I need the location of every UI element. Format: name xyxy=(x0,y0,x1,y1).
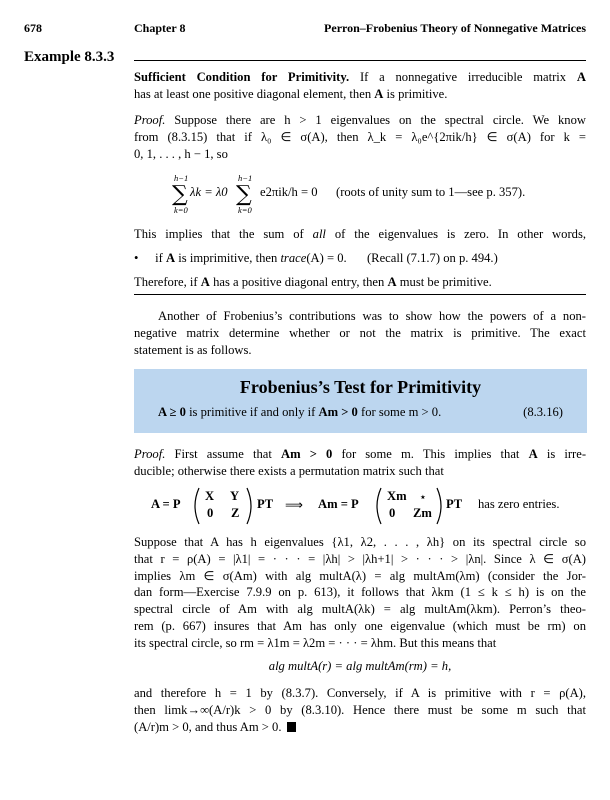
right-paren-icon xyxy=(247,488,251,524)
sum-note: (roots of unity sum to 1—see p. 357). xyxy=(336,185,526,199)
sum-lower-limit: k=0 xyxy=(238,205,252,215)
matrix-entry: ⋆ xyxy=(419,490,427,504)
theorem-title: Frobenius’s Test for Primitivity xyxy=(239,377,482,397)
sigma-icon: ∑ xyxy=(172,182,188,207)
matrix-symbol: A xyxy=(200,274,210,289)
intro-text: statement is as follows. xyxy=(134,342,252,357)
text: for some m. This implies that xyxy=(341,447,520,461)
matrix-lhs: A = P xyxy=(151,497,181,511)
proof-text: ducible; otherwise there exists a permutation matrix such that xyxy=(134,463,444,478)
emphasis: all xyxy=(312,227,326,241)
proof-label: Proof. xyxy=(134,113,166,127)
proof-text: (A/r)m > 0, and thus Am > 0. xyxy=(134,719,282,734)
text: is imprimitive, then xyxy=(178,250,278,265)
math: A ≥ 0 xyxy=(158,405,186,419)
alg-mult-equation: alg multA(r) = alg multAm(rm) = h, xyxy=(268,659,452,673)
text: has a positive diagonal entry, then xyxy=(213,274,385,289)
example-label: Example 8.3.3 xyxy=(24,49,115,65)
statement-text: is primitive. xyxy=(386,86,448,101)
right-paren-icon xyxy=(437,488,441,524)
page-number: 678 xyxy=(24,21,42,35)
matrix-entry: X xyxy=(205,489,215,503)
left-paren-icon xyxy=(195,488,199,524)
proof-final-paragraph xyxy=(134,685,586,735)
example-conclusion xyxy=(134,226,586,290)
proof-text: that r = ρ(A) = |λ1| = · · · = |λh| > |λh+1| > · · · > |λn|. Since λ ∈ σ(A) xyxy=(134,551,586,566)
proof-text: spectral circle of Am with alg multA(λk) = alg multAm(λkm). Perron’s theo- xyxy=(134,602,586,617)
proof-text: from (8.3.15) that if λ₀ ∈ σ(A), then λ_k = λ₀e^{2πik/h} ∈ σ(A) for k = xyxy=(134,129,586,144)
matrix-equation xyxy=(151,486,591,526)
proof-paragraph xyxy=(134,534,586,652)
example-bottom-rule xyxy=(134,294,586,295)
sum-upper-limit: h−1 xyxy=(238,173,253,183)
text: Therefore, if xyxy=(134,274,198,289)
matrix-symbol: A xyxy=(387,274,397,289)
intro-text: negative matrix determine whether or not the matrix is primitive. The exact xyxy=(134,325,586,340)
matrix-symbol: A xyxy=(166,250,176,265)
text: (A) = 0. xyxy=(306,250,347,265)
sigma-icon: ∑ xyxy=(236,182,252,207)
proof-text: implies λm ∈ σ(Am) with alg multA(λ) = alg multAm(λm) (consider the Jor- xyxy=(134,568,586,583)
sum-term-right: e2πik/h = 0 xyxy=(260,185,318,199)
matrix-symbol: A xyxy=(576,70,587,84)
trace-operator: trace xyxy=(280,250,307,265)
proof-text: rem (p. 667) insures that Am has only one eigenvalue (which must be rm) on xyxy=(134,618,586,633)
equation-number: (8.3.16) xyxy=(523,405,563,419)
text: is irre- xyxy=(546,447,587,461)
matrix-symbol: A xyxy=(374,86,384,101)
text: for some m > 0. xyxy=(361,405,442,419)
intro-text: Another of Frobenius’s contributions was to show how the powers of a non- xyxy=(158,309,586,323)
matrix-entry: Y xyxy=(230,489,240,503)
sum-upper-limit: h−1 xyxy=(174,173,189,183)
sum-term-left: λk = λ0 xyxy=(190,185,228,199)
bullet-icon: • xyxy=(134,250,139,265)
text: of the eigenvalues is zero. In other words, xyxy=(334,227,586,241)
transpose-term: PT xyxy=(446,497,463,511)
theorem-statement xyxy=(158,405,563,420)
proof-text: Suppose that A has h eigenvalues {λ1, λ2, . . . , λh} on its spectral circle so xyxy=(134,535,586,549)
proof-text: 0, 1, . . . , h − 1, so xyxy=(134,146,228,161)
text: if xyxy=(155,250,163,265)
text: (Recall (7.1.7) on p. 494.) xyxy=(366,250,498,265)
proof-text: then limk→∞(A/r)k > 0 by (8.3.10). Hence there must be some m such that xyxy=(134,702,586,717)
example-proof xyxy=(134,112,586,162)
text: must be primitive. xyxy=(399,274,492,289)
implies-icon: ⟹ xyxy=(285,498,304,512)
bullet-item xyxy=(134,250,586,267)
matrix-entry: 0 xyxy=(207,506,214,520)
proof-text: Suppose there are h > 1 eigenvalues on the spectral circle. We know xyxy=(174,113,586,127)
matrix-entry: Xm xyxy=(387,489,407,503)
proof-text: dan form—Exercise 7.9.9 on p. 613), it follows that λkm (1 ≤ k ≤ h) is on the xyxy=(134,585,586,600)
math: Am > 0 xyxy=(318,405,358,419)
text: is primitive if and only if xyxy=(189,405,316,419)
text: This implies that the sum of xyxy=(134,227,304,241)
left-paren-icon xyxy=(377,488,381,524)
example-heading: Sufficient Condition for Primitivity. xyxy=(134,70,350,84)
transpose-term: PT xyxy=(257,497,274,511)
intro-paragraph xyxy=(134,308,586,358)
summation-equation xyxy=(170,170,590,216)
matrix-symbol: A xyxy=(528,447,538,461)
text: First assume that xyxy=(174,447,272,461)
matrix-entry: Zm xyxy=(413,506,432,520)
statement-text: has at least one positive diagonal element, then xyxy=(134,86,372,101)
proof-text: its spectral circle, so rm = λ1m = λ2m = · · · = λhm. But this means that xyxy=(134,635,497,650)
sum-lower-limit: k=0 xyxy=(174,205,188,215)
example-top-rule xyxy=(134,60,586,61)
matrix-note: has zero entries. xyxy=(478,497,560,511)
proof-text: and therefore h = 1 by (8.3.7). Conversely, if A is primitive with r = ρ(A), xyxy=(134,686,586,700)
matrix-lhs: Am = P xyxy=(318,497,359,511)
proof-label: Proof. xyxy=(134,447,166,461)
matrix-entry: Z xyxy=(231,506,240,520)
theorem-box xyxy=(134,369,587,433)
math: Am > 0 xyxy=(280,447,333,461)
example-statement xyxy=(134,69,586,103)
qed-icon xyxy=(287,722,296,732)
frobenius-proof xyxy=(134,446,586,480)
chapter-label: Chapter 8 xyxy=(134,21,186,35)
matrix-entry: 0 xyxy=(389,506,396,520)
statement-text: If a nonnegative irreducible matrix xyxy=(359,70,567,84)
running-title: Perron–Frobenius Theory of Nonnegative Matrices xyxy=(324,21,586,35)
